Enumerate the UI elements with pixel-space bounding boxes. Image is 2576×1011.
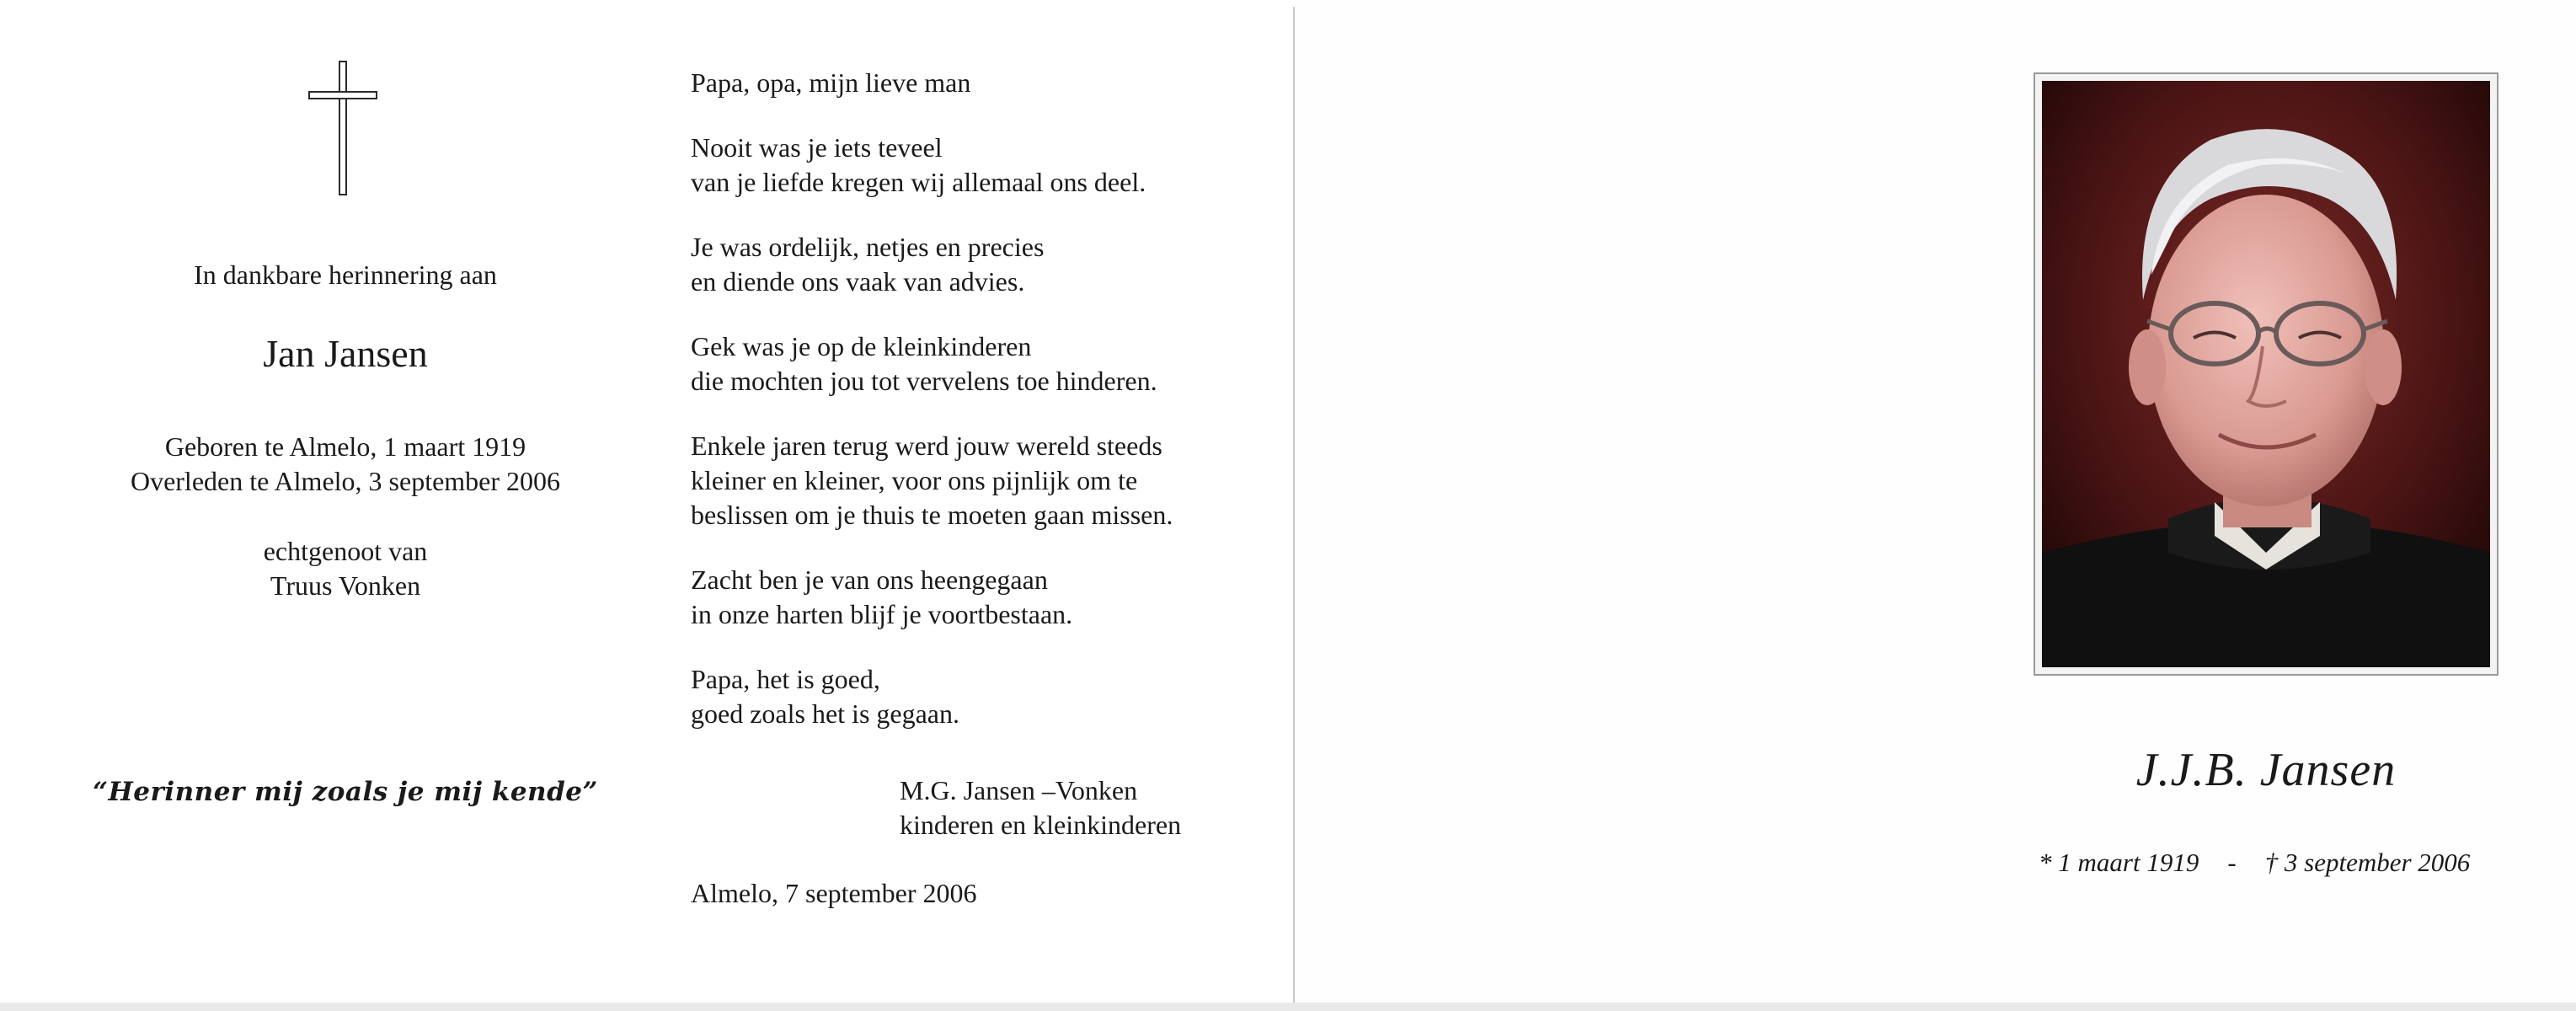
card-bottom-edge [0, 1003, 2576, 1011]
poem-stanza [691, 563, 1264, 632]
poem-line: en diende ons vaak van advies. [691, 266, 1025, 297]
intro-text [84, 258, 607, 292]
signature [900, 773, 1181, 842]
intro-line: In dankbare herinnering aan [194, 259, 497, 290]
cross-icon [308, 61, 377, 195]
poem-stanza [691, 429, 1264, 532]
portrait-image [2042, 81, 2490, 667]
poem-line: Papa, opa, mijn lieve man [691, 67, 971, 98]
signature-line: M.G. Jansen –Vonken [900, 775, 1138, 805]
place-date: Almelo, 7 september 2006 [691, 878, 977, 908]
poem-line: goed zoals het is gegaan. [691, 698, 959, 729]
poem-stanza [691, 662, 1264, 731]
born-line: Geboren te Almelo, 1 maart 1919 [164, 431, 526, 462]
poem-stanza [691, 66, 1264, 100]
poem-line: die mochten jou tot vervelens toe hinderen. [691, 366, 1157, 396]
signature-line: kinderen en kleinkinderen [900, 810, 1182, 840]
quote-text: “Herinner mij zoals je mij kende” [93, 777, 598, 807]
died-line: Overleden te Almelo, 3 september 2006 [130, 466, 561, 496]
poem-line: van je liefde kregen wij allemaal ons deel. [691, 167, 1146, 197]
poem-stanza [691, 329, 1264, 399]
poem-line: kleiner en kleiner, voor ons pijnlijk om te [691, 465, 1138, 495]
deceased-name [84, 330, 607, 377]
birth-death-details [84, 430, 607, 499]
poem-line: beslissen om je thuis te moeten gaan missen. [691, 500, 1173, 530]
poem-line: Papa, het is goed, [691, 664, 880, 694]
poem-line: Enkele jaren terug werd jouw wereld steeds [691, 431, 1162, 461]
portrait-photo [2042, 81, 2490, 667]
card-fold-line [1293, 7, 1295, 1005]
spouse-details [84, 534, 607, 603]
card-front-dates [2039, 848, 2544, 878]
poem-line: Zacht ben je van ons heengegaan [691, 564, 1048, 595]
death-date: † 3 september 2006 [2264, 848, 2471, 877]
poem-line: Gek was je op de kleinkinderen [691, 331, 1032, 361]
spouse-name: Truus Vonken [270, 570, 421, 601]
birth-date: * 1 maart 1919 [2039, 848, 2199, 877]
portrait-photo-frame [2034, 72, 2499, 676]
poem-line: in onze harten blijf je voortbestaan. [691, 599, 1073, 629]
poem-stanza [691, 230, 1264, 299]
poem-stanza [691, 131, 1264, 200]
name-line: Jan Jansen [263, 332, 428, 375]
spouse-label: echtgenoot van [263, 536, 428, 566]
poem [691, 66, 1264, 762]
poem-line: Je was ordelijk, netjes en precies [691, 232, 1045, 262]
date-separator: - [2227, 848, 2237, 877]
card-front-name: J.J.B. Jansen [2135, 744, 2397, 796]
poem-line: Nooit was je iets teveel [691, 132, 943, 163]
